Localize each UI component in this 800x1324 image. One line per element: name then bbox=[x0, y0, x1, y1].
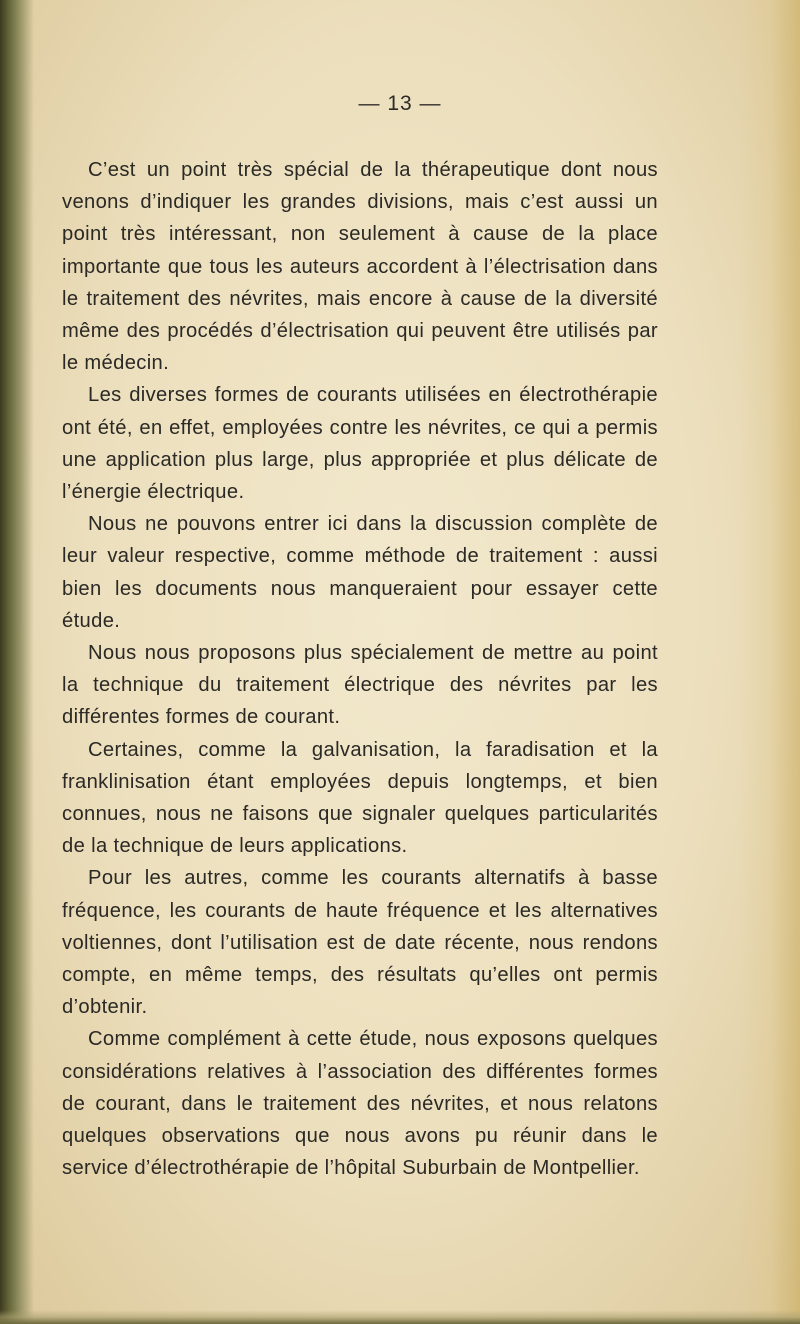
paragraph-6: Pour les autres, comme les courants alternatifs à basse fréquence, les courants de haute fréquence et les alternatives voltiennes, dont l’utilisation est de date récente, nous rendons compte, en même temps, des résultats qu’elles ont permis d’obtenir. bbox=[62, 867, 658, 1019]
page-bottom-shadow bbox=[0, 1310, 800, 1324]
paragraph-4: Nous nous proposons plus spécialement de mettre au point la technique du traitement électrique des névrites par les différentes formes de courant. bbox=[62, 642, 658, 729]
body-text bbox=[62, 154, 658, 1185]
paragraph-2: Les diverses formes de courants utilisées en électrothérapie ont été, en effet, employées contre les névrites, ce qui a permis une application plus large, plus appropriée et plus délicate de l’énergie électrique. bbox=[62, 384, 658, 504]
page-edge-stain bbox=[740, 0, 800, 1324]
page-number: — 13 — bbox=[358, 92, 442, 115]
page-binding-shadow bbox=[0, 0, 34, 1324]
paragraph-5: Certaines, comme la galvanisation, la faradisation et la franklinisation étant employées depuis longtemps, et bien connues, nous ne faisons que signaler quelques particularités de la technique de leurs applications. bbox=[62, 738, 658, 858]
paragraph-7: Comme complément à cette étude, nous exposons quelques considérations relatives à l’association des différentes formes de courant, dans le traitement des névrites, et nous relatons quelques observations que nous avons pu réunir dans le service d’électrothérapie de l’hôpital Suburbain de Montpellier. bbox=[62, 1028, 658, 1180]
paragraph-1: C’est un point très spécial de la thérapeutique dont nous venons d’indiquer les grandes divisions, mais c’est aussi un point très intéressant, non seulement à cause de la place importante que tous les auteurs accordent à l’électrisation dans le traitement des névrites, mais encore à cause de la diversité même des procédés d’électrisation qui peuvent être utilisés par le médecin. bbox=[62, 159, 658, 375]
paragraph-3: Nous ne pouvons entrer ici dans la discussion complète de leur valeur respective, comme méthode de traitement : aussi bien les documents nous manqueraient pour essayer cette étude. bbox=[62, 513, 658, 632]
